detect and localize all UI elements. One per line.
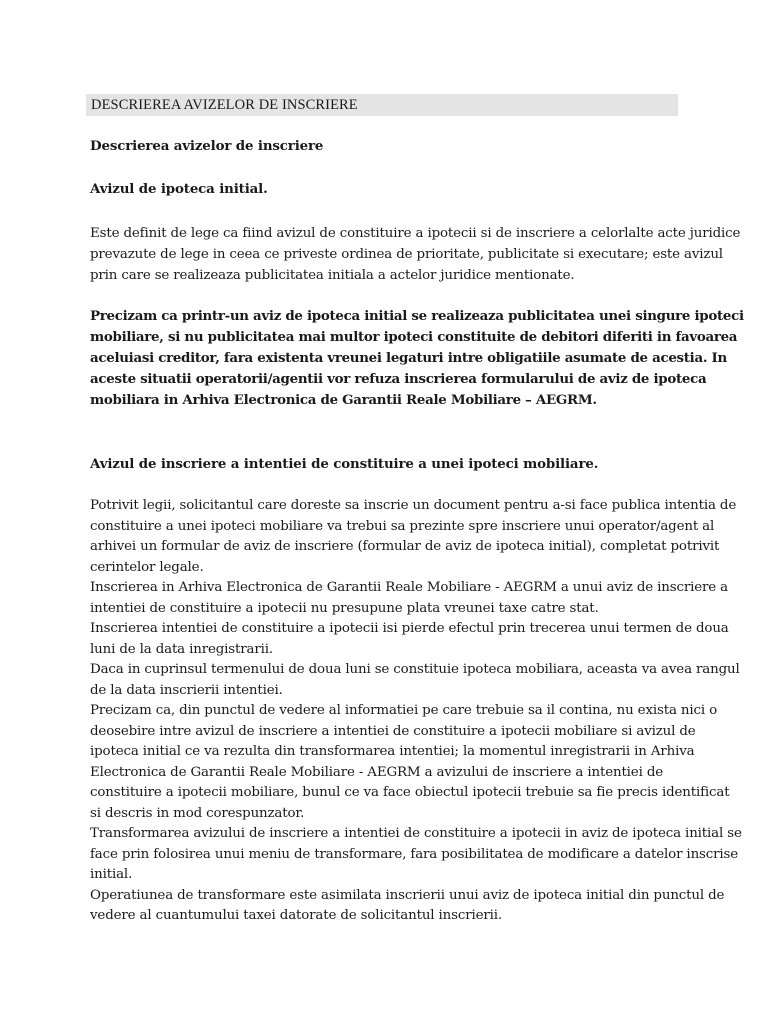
document-title: DESCRIEREA AVIZELOR DE INSCRIERE xyxy=(91,97,358,113)
text-line: initial. xyxy=(90,867,133,882)
text-line: aceluiasi creditor, fara existenta vreunei legaturi intre obligatiile asumate de acestia. In xyxy=(90,350,727,366)
text-line: vedere al cuantumului taxei datorate de solicitantul inscrierii. xyxy=(90,908,502,923)
text-line: de la data inscrierii intentiei. xyxy=(90,682,283,698)
text-line: intentiei de constituire a ipotecii nu presupune plata vreunei taxe catre stat. xyxy=(90,600,599,616)
section1-body xyxy=(90,223,741,286)
text-line: face prin folosirea unui meniu de transformare, fara posibilitatea de modificare a datelor inscrise xyxy=(90,846,738,862)
text-line: Este definit de lege ca fiind avizul de constituire a ipotecii si de inscriere a celorlalte acte juridice xyxy=(90,226,741,241)
text-line: Potrivit legii, solicitantul care doreste sa inscrie un document pentru a-si face publica intentia de xyxy=(90,498,737,513)
text-line: constituire a unei ipoteci mobiliare va trebui sa prezinte spre inscriere unui operator/agent al xyxy=(90,518,715,534)
text-line: deosebire intre avizul de inscriere a intentiei de constituire a ipotecii mobiliare si avizul de xyxy=(90,723,696,739)
text-line: constituire a ipotecii mobiliare, bunul ce va face obiectul ipotecii trebuie sa fie precis identificat xyxy=(90,785,730,800)
text-line: Daca in cuprinsul termenului de doua luni se constituie ipoteca mobiliara, aceasta va avea rangul xyxy=(90,662,740,677)
section1-note xyxy=(90,306,744,411)
text-line: mobiliare, si nu publicitatea mai multor ipoteci constituite de debitori diferiti in favoarea xyxy=(90,329,738,345)
text-line: prevazute de lege in ceea ce priveste ordinea de prioritate, publicitate si executare; este avizul xyxy=(90,247,723,262)
section2-body xyxy=(90,496,742,927)
text-line: si descris in mod corespunzator. xyxy=(90,805,305,821)
text-line: Inscrierea intentiei de constituire a ipotecii isi pierde efectul prin trecerea unui termen de doua xyxy=(90,621,729,636)
text-line: Inscrierea in Arhiva Electronica de Garantii Reale Mobiliare - AEGRM a unui aviz de inscriere a xyxy=(90,580,728,595)
text-line: cerintelor legale. xyxy=(90,559,204,575)
text-line: luni de la data inregistrarii. xyxy=(90,641,273,657)
section1-heading: Avizul de ipoteca initial. xyxy=(90,181,268,197)
text-line: Transformarea avizului de inscriere a intentiei de constituire a ipotecii in aviz de ipoteca initial se xyxy=(90,826,742,841)
section2-heading: Avizul de inscriere a intentiei de constituire a unei ipoteci mobiliare. xyxy=(90,456,599,472)
text-line: aceste situatii operatorii/agentii vor refuza inscrierea formularului de aviz de ipoteca xyxy=(90,371,707,387)
text-line: Electronica de Garantii Reale Mobiliare - AEGRM a avizului de inscriere a intentiei de xyxy=(90,764,664,780)
text-line: Precizam ca, din punctul de vedere al informatiei pe care trebuie sa il contina, nu exista nici o xyxy=(90,703,717,718)
text-line: prin care se realizeaza publicitatea initiala a actelor juridice mentionate. xyxy=(90,268,575,283)
document-subtitle: Descrierea avizelor de inscriere xyxy=(90,138,324,154)
text-line: arhivei un formular de aviz de inscriere (formular de aviz de ipoteca initial), completat potrivit xyxy=(90,539,720,554)
text-line: Precizam ca printr-un aviz de ipoteca initial se realizeaza publicitatea unei singure ipoteci xyxy=(90,308,744,324)
text-line: ipoteca initial ce va rezulta din transformarea intentiei; la momentul inregistrarii in Arhiva xyxy=(90,744,695,759)
text-line: Operatiunea de transformare este asimilata inscrierii unui aviz de ipoteca initial din punctul de xyxy=(90,887,725,903)
text-line: mobiliara in Arhiva Electronica de Garantii Reale Mobiliare – AEGRM. xyxy=(90,392,597,408)
